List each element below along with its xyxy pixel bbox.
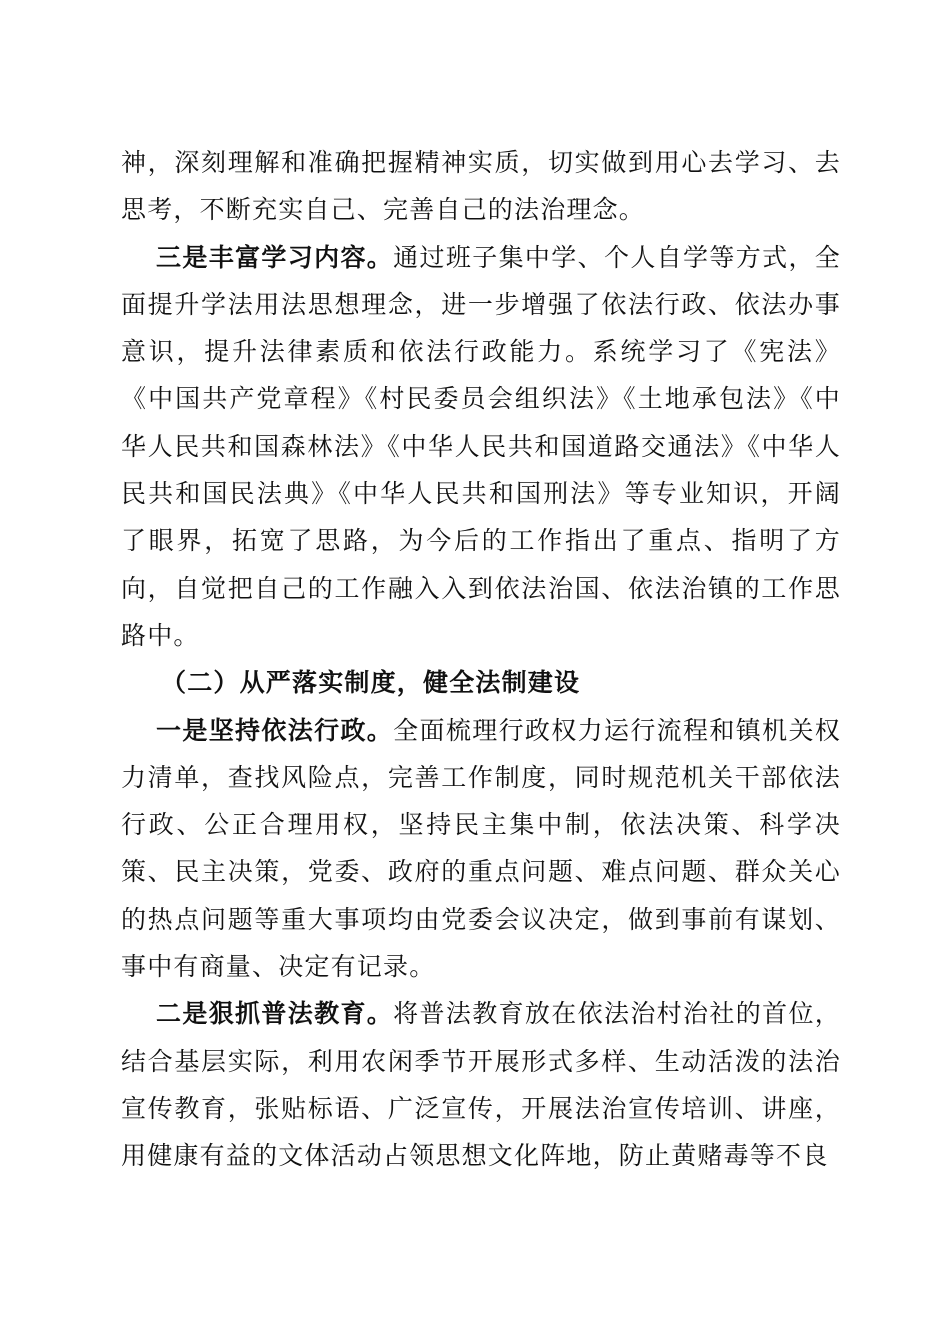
section-heading: （二）从严落实制度，健全法制建设 <box>161 668 581 698</box>
document-body <box>121 139 841 1180</box>
paragraph-text: 通过班子集中学、个人自学等方式，全面提升学法用法思想理念，进一步增强了依法行政、依法办事意识，提升法律素质和依法行政能力。系统学习了《宪法》《中国共产党章程》《村民委员会组织法》《土地承包法》《中华人民共和国森林法》《中华人民共和国道路交通法》《中华人民共和国民法典》《中华人民共和国刑法》等专业知识，开阔了眼界，拓宽了思路，为今后的工作指出了重点、指明了方向，自觉把自己的工作融入入到依法治国、依法治镇的工作思路中。 <box>121 242 841 650</box>
paragraph-legal-education <box>121 990 841 1179</box>
paragraph-lead: 三是丰富学习内容。 <box>156 242 394 272</box>
paragraph-continuation <box>121 139 841 234</box>
paragraph-text: 神，深刻理解和准确把握精神实质，切实做到用心去学习、去思考，不断充实自己、完善自己的法治理念。 <box>121 148 841 225</box>
paragraph-text: 全面梳理行政权力运行流程和镇机关权力清单，查找风险点，完善工作制度，同时规范机关干部依法行政、公正合理用权，坚持民主集中制，依法决策、科学决策、民主决策，党委、政府的重点问题、难点问题、群众关心的热点问题等重大事项均由党委会议决定，做到事前有谋划、事中有商量、决定有记录。 <box>121 715 841 982</box>
paragraph-lead: 二是狠抓普法教育。 <box>156 999 394 1029</box>
paragraph-lead: 一是坚持依法行政。 <box>156 715 394 745</box>
paragraph-text: 将普法教育放在依法治村治社的首位，结合基层实际，利用农闲季节开展形式多样、生动活泼的法治宣传教育，张贴标语、广泛宣传，开展法治宣传培训、讲座，用健康有益的文体活动占领思想文化阵地，防止黄赌毒等不良 <box>121 999 841 1171</box>
paragraph-enrich-learning <box>121 234 841 660</box>
paragraph-law-administration <box>121 707 841 991</box>
